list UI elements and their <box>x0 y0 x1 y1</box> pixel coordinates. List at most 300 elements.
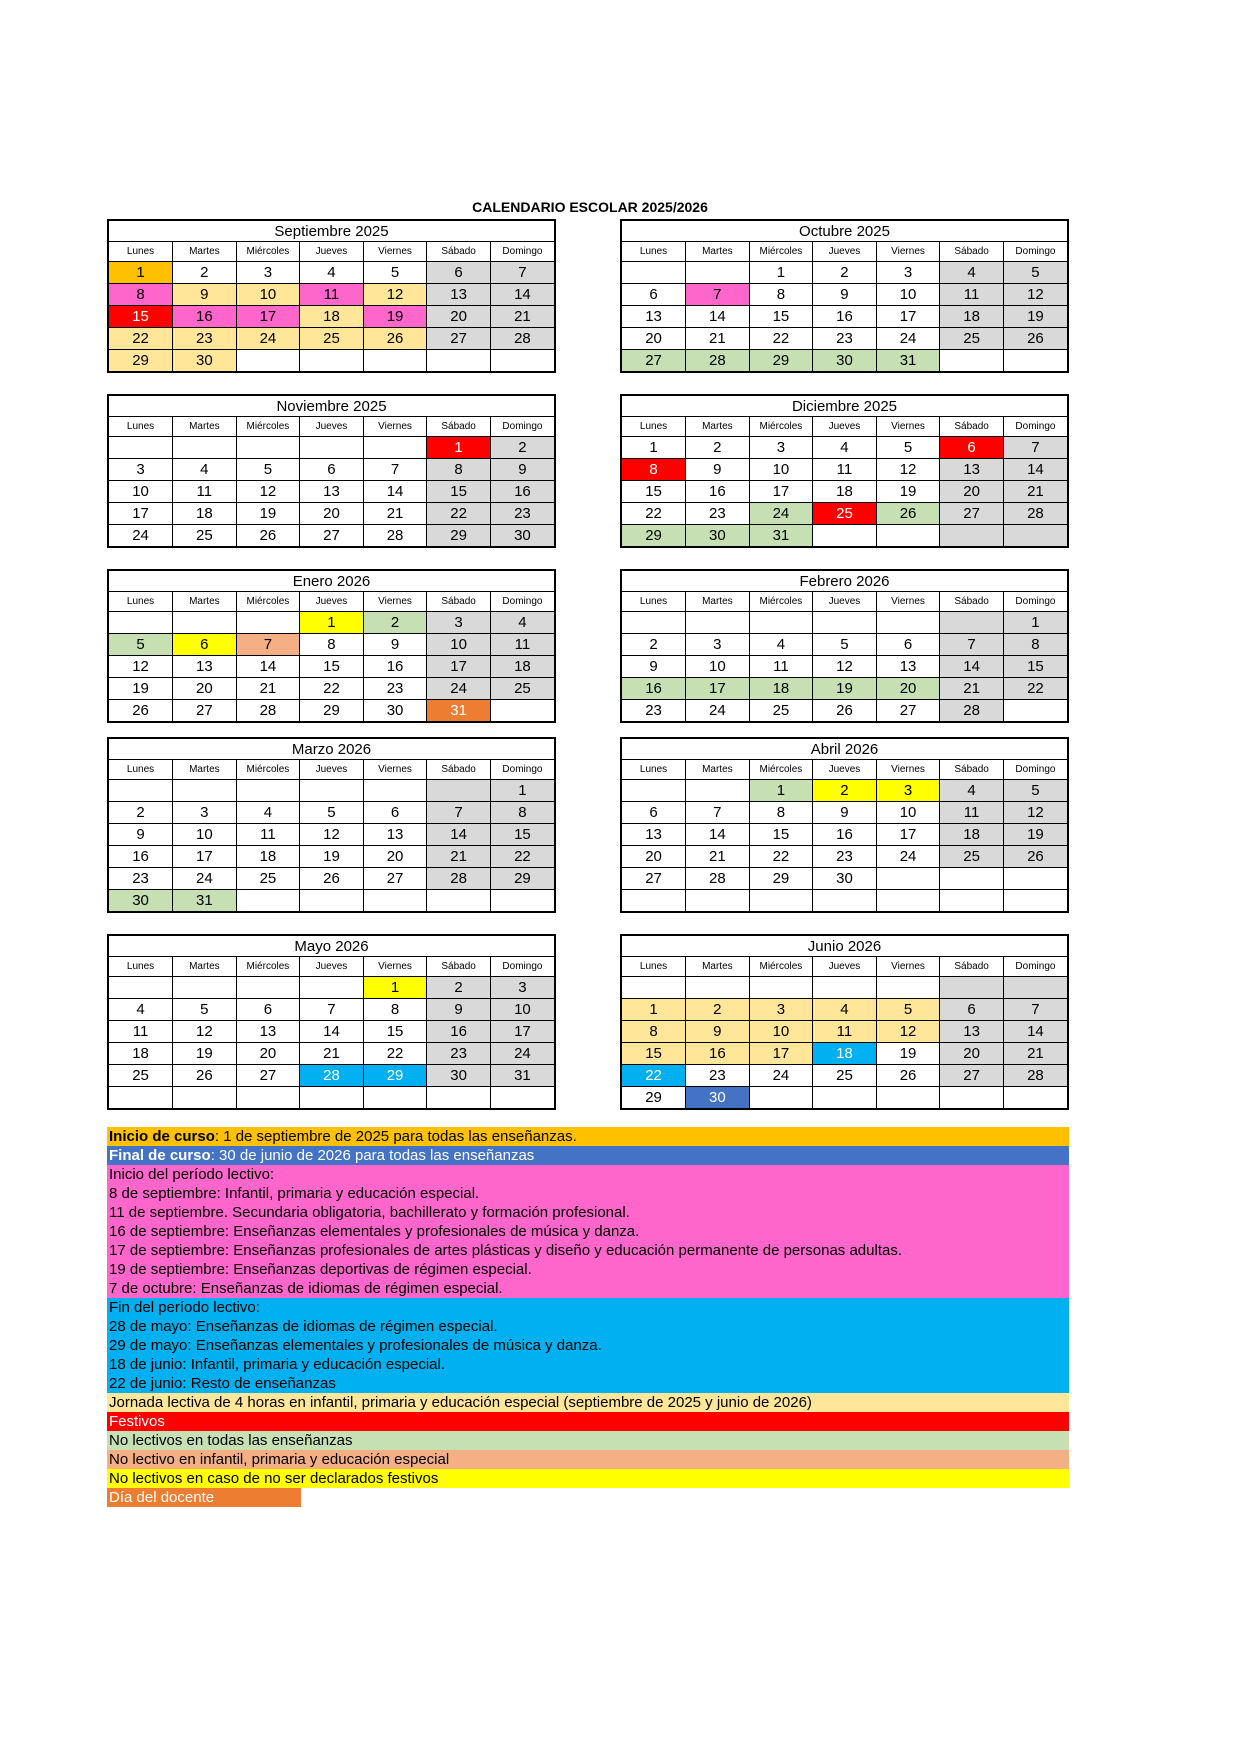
day-cell <box>1003 700 1067 722</box>
day-cell: 4 <box>940 780 1004 802</box>
day-cell: 28 <box>236 700 300 722</box>
day-cell: 20 <box>173 678 237 700</box>
day-cell: 30 <box>686 1087 750 1109</box>
weekday-header: Viernes <box>876 592 940 612</box>
day-cell: 13 <box>236 1021 300 1043</box>
weekday-header: Sábado <box>427 592 491 612</box>
day-cell: 25 <box>300 328 364 350</box>
day-cell: 12 <box>109 656 173 678</box>
weekday-header: Jueves <box>813 592 877 612</box>
week-row <box>109 350 554 372</box>
day-cell: 4 <box>940 262 1004 284</box>
day-cell: 3 <box>876 262 940 284</box>
day-cell <box>173 780 237 802</box>
month-title: Enero 2026 <box>109 571 554 592</box>
day-cell: 17 <box>427 656 491 678</box>
day-cell <box>749 977 813 999</box>
day-cell <box>109 1087 173 1109</box>
day-cell: 14 <box>236 656 300 678</box>
day-cell <box>300 350 364 372</box>
legend-text: No lectivo en infantil, primaria y educación especial <box>109 1451 450 1468</box>
day-cell: 31 <box>173 890 237 912</box>
day-cell: 27 <box>622 868 686 890</box>
week-row <box>622 459 1067 481</box>
day-cell <box>363 350 427 372</box>
day-cell: 10 <box>876 284 940 306</box>
weekday-header: Lunes <box>109 592 173 612</box>
day-cell <box>813 977 877 999</box>
day-cell <box>300 1087 364 1109</box>
day-cell: 22 <box>1003 678 1067 700</box>
day-cell: 13 <box>622 306 686 328</box>
day-cell: 21 <box>686 328 750 350</box>
day-cell: 21 <box>300 1043 364 1065</box>
day-cell: 13 <box>622 824 686 846</box>
day-cell <box>622 612 686 634</box>
day-cell: 3 <box>109 459 173 481</box>
week-row <box>622 977 1067 999</box>
legend-label: Inicio de curso <box>109 1128 215 1145</box>
day-cell: 14 <box>1003 459 1067 481</box>
day-cell: 8 <box>749 284 813 306</box>
day-cell: 29 <box>622 525 686 547</box>
day-cell: 3 <box>490 977 554 999</box>
day-cell: 22 <box>300 678 364 700</box>
day-cell: 25 <box>749 700 813 722</box>
day-cell: 12 <box>236 481 300 503</box>
day-cell <box>622 262 686 284</box>
day-cell: 11 <box>940 802 1004 824</box>
week-row <box>622 868 1067 890</box>
day-cell: 3 <box>876 780 940 802</box>
day-cell <box>300 437 364 459</box>
legend-line <box>109 1298 1069 1317</box>
day-cell: 28 <box>686 350 750 372</box>
day-cell: 7 <box>686 284 750 306</box>
week-row <box>622 284 1067 306</box>
legend-item-festivos <box>107 1412 1069 1431</box>
day-cell: 8 <box>109 284 173 306</box>
weekday-header: Viernes <box>363 242 427 262</box>
week-row <box>622 1087 1067 1109</box>
day-cell <box>363 437 427 459</box>
day-cell: 8 <box>363 999 427 1021</box>
day-cell: 12 <box>1003 284 1067 306</box>
legend-line <box>109 1146 1069 1165</box>
day-cell: 14 <box>940 656 1004 678</box>
day-cell: 27 <box>236 1065 300 1087</box>
day-cell: 9 <box>813 284 877 306</box>
day-cell: 14 <box>686 306 750 328</box>
day-cell: 16 <box>686 1043 750 1065</box>
day-cell: 7 <box>1003 999 1067 1021</box>
day-cell: 17 <box>749 481 813 503</box>
day-cell <box>876 1087 940 1109</box>
day-cell: 1 <box>749 262 813 284</box>
week-row <box>109 503 554 525</box>
weekday-header: Martes <box>686 760 750 780</box>
day-cell: 16 <box>813 824 877 846</box>
weekday-header: Lunes <box>109 417 173 437</box>
month-title: Noviembre 2025 <box>109 396 554 417</box>
day-cell: 26 <box>300 868 364 890</box>
day-cell: 6 <box>940 437 1004 459</box>
day-cell: 17 <box>686 678 750 700</box>
day-cell: 28 <box>427 868 491 890</box>
week-row <box>622 890 1067 912</box>
weekday-header: Domingo <box>1003 760 1067 780</box>
legend-item-final_curso <box>107 1146 1069 1165</box>
weekday-header: Viernes <box>876 957 940 977</box>
day-cell: 5 <box>109 634 173 656</box>
day-cell <box>749 612 813 634</box>
weekday-header: Miércoles <box>749 592 813 612</box>
day-cell: 23 <box>427 1043 491 1065</box>
weekday-header: Jueves <box>300 760 364 780</box>
day-cell: 9 <box>813 802 877 824</box>
day-cell: 16 <box>363 656 427 678</box>
day-cell <box>876 977 940 999</box>
weekday-header: Jueves <box>300 957 364 977</box>
day-cell: 17 <box>876 306 940 328</box>
day-cell: 11 <box>300 284 364 306</box>
day-cell: 3 <box>686 634 750 656</box>
weekday-header: Lunes <box>622 417 686 437</box>
legend-line <box>109 1279 1069 1298</box>
legend-line <box>109 1355 1069 1374</box>
day-cell <box>490 1087 554 1109</box>
day-cell: 1 <box>749 780 813 802</box>
day-cell: 20 <box>622 846 686 868</box>
day-cell <box>490 890 554 912</box>
weekday-header: Miércoles <box>236 242 300 262</box>
day-cell: 30 <box>490 525 554 547</box>
day-cell: 18 <box>813 1043 877 1065</box>
day-cell: 30 <box>427 1065 491 1087</box>
day-cell: 26 <box>876 1065 940 1087</box>
weekday-header: Sábado <box>940 417 1004 437</box>
day-cell: 6 <box>876 634 940 656</box>
day-cell: 21 <box>686 846 750 868</box>
week-row <box>622 802 1067 824</box>
day-cell: 29 <box>427 525 491 547</box>
day-cell: 13 <box>876 656 940 678</box>
month-table <box>109 417 554 546</box>
week-row <box>622 678 1067 700</box>
day-cell: 24 <box>686 700 750 722</box>
day-cell <box>1003 977 1067 999</box>
day-cell: 18 <box>173 503 237 525</box>
day-cell: 9 <box>686 459 750 481</box>
day-cell: 20 <box>300 503 364 525</box>
weekday-header: Viernes <box>363 417 427 437</box>
day-cell <box>300 780 364 802</box>
month-title: Diciembre 2025 <box>622 396 1067 417</box>
day-cell: 11 <box>813 459 877 481</box>
day-cell: 31 <box>490 1065 554 1087</box>
month-table <box>622 760 1067 911</box>
week-row <box>109 525 554 547</box>
weekday-header: Lunes <box>622 242 686 262</box>
day-cell: 26 <box>109 700 173 722</box>
day-cell: 18 <box>490 656 554 678</box>
day-cell <box>236 612 300 634</box>
day-cell: 18 <box>813 481 877 503</box>
day-cell: 30 <box>686 525 750 547</box>
month-table <box>109 592 554 721</box>
day-cell <box>813 525 877 547</box>
day-cell: 10 <box>427 634 491 656</box>
week-row <box>622 634 1067 656</box>
day-cell: 22 <box>490 846 554 868</box>
legend-line <box>109 1241 1069 1260</box>
day-cell <box>1003 525 1067 547</box>
legend-text: : 30 de junio de 2026 para todas las enseñanzas <box>210 1147 535 1164</box>
day-cell: 24 <box>749 503 813 525</box>
weekday-header: Sábado <box>427 417 491 437</box>
legend <box>107 1127 1069 1507</box>
day-cell: 11 <box>236 824 300 846</box>
day-cell: 9 <box>686 1021 750 1043</box>
weekday-header: Lunes <box>622 760 686 780</box>
legend-text: Inicio del período lectivo: <box>109 1166 275 1183</box>
week-row <box>109 656 554 678</box>
week-row <box>109 612 554 634</box>
week-row <box>622 262 1067 284</box>
legend-item-dia_docente <box>107 1488 301 1507</box>
day-cell: 10 <box>749 1021 813 1043</box>
day-cell: 8 <box>622 1021 686 1043</box>
day-cell: 23 <box>109 868 173 890</box>
day-cell: 7 <box>940 634 1004 656</box>
day-cell: 10 <box>749 459 813 481</box>
day-cell <box>686 262 750 284</box>
month-title: Mayo 2026 <box>109 936 554 957</box>
day-cell: 19 <box>813 678 877 700</box>
day-cell: 2 <box>173 262 237 284</box>
day-cell: 14 <box>686 824 750 846</box>
day-cell: 3 <box>749 999 813 1021</box>
day-cell: 2 <box>109 802 173 824</box>
day-cell: 15 <box>622 1043 686 1065</box>
day-cell <box>236 1087 300 1109</box>
week-row <box>109 824 554 846</box>
day-cell: 6 <box>300 459 364 481</box>
day-cell: 19 <box>109 678 173 700</box>
day-cell: 29 <box>300 700 364 722</box>
day-cell: 25 <box>813 1065 877 1087</box>
day-cell: 23 <box>622 700 686 722</box>
day-cell: 24 <box>876 846 940 868</box>
week-row <box>622 437 1067 459</box>
legend-text: 8 de septiembre: Infantil, primaria y educación especial. <box>109 1185 480 1202</box>
day-cell: 28 <box>363 525 427 547</box>
day-cell: 5 <box>1003 262 1067 284</box>
legend-text: 16 de septiembre: Enseñanzas elementales y profesionales de música y danza. <box>109 1223 640 1240</box>
legend-text: 28 de mayo: Enseñanzas de idiomas de régimen especial. <box>109 1318 498 1335</box>
legend-text: Festivos <box>109 1413 165 1430</box>
day-cell: 2 <box>686 437 750 459</box>
month-calendar <box>620 934 1069 1110</box>
day-cell: 16 <box>109 846 173 868</box>
day-cell: 15 <box>749 824 813 846</box>
day-cell: 26 <box>173 1065 237 1087</box>
day-cell <box>1003 890 1067 912</box>
legend-line <box>109 1203 1069 1222</box>
month-title: Septiembre 2025 <box>109 221 554 242</box>
day-cell: 13 <box>427 284 491 306</box>
day-cell: 7 <box>300 999 364 1021</box>
day-cell: 22 <box>427 503 491 525</box>
day-cell <box>427 780 491 802</box>
legend-line <box>109 1431 1069 1450</box>
day-cell: 8 <box>1003 634 1067 656</box>
week-row <box>622 612 1067 634</box>
weekday-header: Viernes <box>363 592 427 612</box>
week-row <box>622 503 1067 525</box>
day-cell: 4 <box>749 634 813 656</box>
day-cell: 1 <box>622 437 686 459</box>
day-cell: 27 <box>622 350 686 372</box>
week-row <box>622 306 1067 328</box>
day-cell: 27 <box>427 328 491 350</box>
day-cell: 31 <box>749 525 813 547</box>
day-cell: 11 <box>749 656 813 678</box>
week-row <box>622 656 1067 678</box>
day-cell: 5 <box>876 999 940 1021</box>
day-cell: 16 <box>622 678 686 700</box>
month-table <box>109 957 554 1108</box>
day-cell: 16 <box>490 481 554 503</box>
legend-text: : 1 de septiembre de 2025 para todas las enseñanzas. <box>214 1128 577 1145</box>
day-cell: 8 <box>490 802 554 824</box>
weekday-header: Viernes <box>876 417 940 437</box>
weekday-header: Sábado <box>940 957 1004 977</box>
day-cell: 15 <box>300 656 364 678</box>
week-row <box>622 481 1067 503</box>
day-cell <box>173 612 237 634</box>
day-cell <box>173 1087 237 1109</box>
week-row <box>622 1021 1067 1043</box>
day-cell: 5 <box>173 999 237 1021</box>
day-cell <box>686 780 750 802</box>
day-cell: 23 <box>173 328 237 350</box>
day-cell <box>686 612 750 634</box>
week-row <box>622 350 1067 372</box>
day-cell <box>173 977 237 999</box>
day-cell: 11 <box>940 284 1004 306</box>
legend-text: Fin del período lectivo: <box>109 1299 260 1316</box>
day-cell: 5 <box>300 802 364 824</box>
day-cell: 14 <box>300 1021 364 1043</box>
day-cell: 7 <box>427 802 491 824</box>
day-cell: 10 <box>490 999 554 1021</box>
day-cell: 18 <box>940 306 1004 328</box>
day-cell: 9 <box>622 656 686 678</box>
day-cell: 17 <box>749 1043 813 1065</box>
day-cell <box>813 890 877 912</box>
day-cell: 24 <box>749 1065 813 1087</box>
day-cell <box>1003 868 1067 890</box>
day-cell <box>813 612 877 634</box>
day-cell: 15 <box>1003 656 1067 678</box>
day-cell: 24 <box>427 678 491 700</box>
day-cell: 18 <box>300 306 364 328</box>
day-cell: 22 <box>109 328 173 350</box>
weekday-header: Martes <box>173 760 237 780</box>
weekday-header: Jueves <box>813 957 877 977</box>
day-cell: 9 <box>363 634 427 656</box>
week-row <box>109 1087 554 1109</box>
day-cell: 4 <box>813 999 877 1021</box>
day-cell: 3 <box>236 262 300 284</box>
legend-line <box>109 1450 1069 1469</box>
legend-text: 17 de septiembre: Enseñanzas profesionales de artes plásticas y diseño y educación permanente de personas adultas. <box>109 1242 902 1259</box>
day-cell: 9 <box>427 999 491 1021</box>
day-cell: 4 <box>490 612 554 634</box>
day-cell: 27 <box>300 525 364 547</box>
month-title: Junio 2026 <box>622 936 1067 957</box>
legend-text: Jornada lectiva de 4 horas en infantil, primaria y educación especial (septiembre de 2025 y junio de 2026) <box>109 1394 812 1411</box>
day-cell: 13 <box>940 1021 1004 1043</box>
day-cell: 10 <box>876 802 940 824</box>
day-cell: 6 <box>173 634 237 656</box>
day-cell: 14 <box>363 481 427 503</box>
day-cell: 9 <box>109 824 173 846</box>
day-cell <box>427 890 491 912</box>
day-cell: 19 <box>1003 306 1067 328</box>
day-cell: 3 <box>173 802 237 824</box>
day-cell <box>109 437 173 459</box>
day-cell: 23 <box>686 503 750 525</box>
legend-line <box>109 1488 301 1507</box>
day-cell <box>622 780 686 802</box>
legend-text: 29 de mayo: Enseñanzas elementales y profesionales de música y danza. <box>109 1337 602 1354</box>
day-cell <box>490 350 554 372</box>
day-cell <box>1003 350 1067 372</box>
day-cell: 30 <box>813 868 877 890</box>
day-cell: 21 <box>490 306 554 328</box>
day-cell: 25 <box>940 328 1004 350</box>
day-cell: 24 <box>876 328 940 350</box>
day-cell: 3 <box>749 437 813 459</box>
week-row <box>109 999 554 1021</box>
day-cell <box>940 350 1004 372</box>
day-cell: 11 <box>173 481 237 503</box>
weekday-header: Miércoles <box>236 760 300 780</box>
day-cell: 6 <box>236 999 300 1021</box>
day-cell <box>876 890 940 912</box>
day-cell: 17 <box>876 824 940 846</box>
week-row <box>109 868 554 890</box>
day-cell: 25 <box>940 846 1004 868</box>
month-calendar <box>620 569 1069 723</box>
day-cell: 12 <box>876 1021 940 1043</box>
week-row <box>109 284 554 306</box>
weekday-header: Martes <box>686 592 750 612</box>
week-row <box>109 1021 554 1043</box>
day-cell <box>363 780 427 802</box>
legend-line <box>109 1184 1069 1203</box>
weekday-header: Domingo <box>490 957 554 977</box>
legend-item-inicio_curso <box>107 1127 1069 1146</box>
day-cell: 28 <box>1003 503 1067 525</box>
legend-item-no_lectivos_todas <box>107 1431 1069 1450</box>
day-cell: 4 <box>300 262 364 284</box>
day-cell: 28 <box>300 1065 364 1087</box>
day-cell: 19 <box>876 1043 940 1065</box>
day-cell <box>427 1087 491 1109</box>
